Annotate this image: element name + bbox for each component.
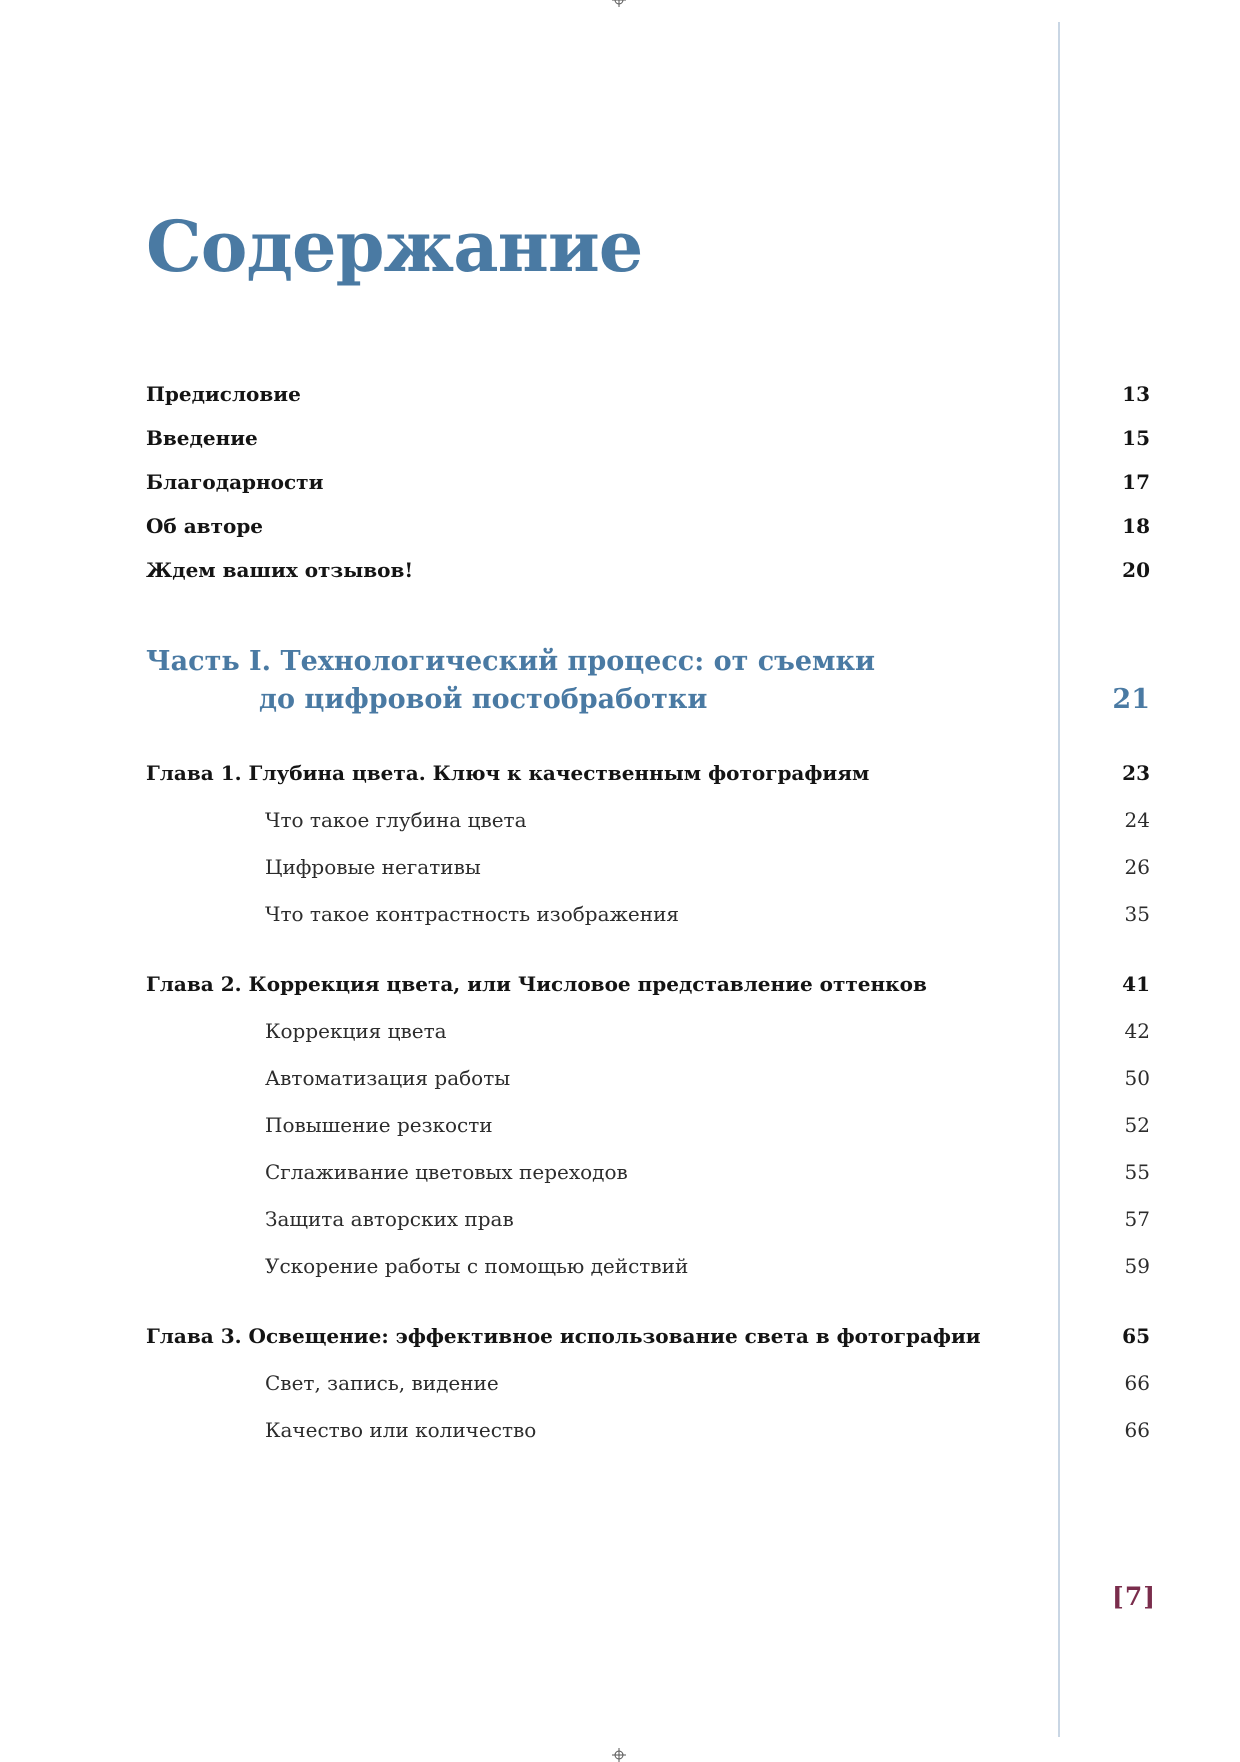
section-page: 59	[1124, 1254, 1150, 1278]
chapter-page: 65	[1122, 1324, 1150, 1348]
toc-section[interactable]	[146, 1066, 1150, 1090]
part-title-line2: до цифровой постобработки	[259, 684, 708, 715]
registration-mark-icon	[612, 1748, 626, 1762]
toc-entry-front[interactable]	[146, 558, 1150, 582]
toc-section[interactable]	[146, 1254, 1150, 1278]
section-label: Свет, запись, видение	[265, 1371, 499, 1395]
section-label: Сглаживание цветовых переходов	[265, 1160, 628, 1184]
section-page: 66	[1124, 1418, 1150, 1442]
part-page: 21	[1112, 684, 1150, 715]
section-page: 26	[1124, 855, 1150, 879]
toc-entry-page: 17	[1122, 470, 1150, 494]
toc-entry-page: 18	[1122, 514, 1150, 538]
chapter-label: Глава 1. Глубина цвета. Ключ к качественным фотографиям	[146, 761, 870, 785]
section-page: 66	[1124, 1371, 1150, 1395]
toc-entry-label: Об авторе	[146, 514, 264, 538]
section-page: 55	[1124, 1160, 1150, 1184]
section-label: Автоматизация работы	[265, 1066, 511, 1090]
toc-section[interactable]	[146, 855, 1150, 879]
part-title-line1: Часть I. Технологический процесс: от съемки	[146, 646, 876, 677]
section-label: Ускорение работы с помощью действий	[265, 1254, 689, 1278]
toc-entry-label: Благодарности	[146, 470, 324, 494]
toc-section[interactable]	[146, 1418, 1150, 1442]
chapter-page: 41	[1122, 972, 1150, 996]
section-label: Коррекция цвета	[265, 1019, 447, 1043]
section-label: Повышение резкости	[265, 1113, 493, 1137]
section-page: 24	[1124, 808, 1150, 832]
page-title: Содержание	[146, 205, 643, 288]
section-label: Качество или количество	[265, 1418, 537, 1442]
toc-section[interactable]	[146, 1113, 1150, 1137]
toc-section[interactable]	[146, 1160, 1150, 1184]
section-label: Что такое глубина цвета	[265, 808, 527, 832]
registration-mark-icon	[612, 0, 626, 7]
toc-entry-label: Введение	[146, 426, 258, 450]
section-label: Защита авторских прав	[265, 1207, 514, 1231]
section-page: 52	[1124, 1113, 1150, 1137]
margin-rule	[1058, 22, 1060, 1737]
section-page: 57	[1124, 1207, 1150, 1231]
toc-entry-page: 15	[1122, 426, 1150, 450]
toc-chapter-3[interactable]	[146, 1324, 1150, 1348]
toc-section[interactable]	[146, 1371, 1150, 1395]
toc-chapter-1[interactable]	[146, 761, 1150, 785]
toc-entry-front[interactable]	[146, 470, 1150, 494]
toc-section[interactable]	[146, 808, 1150, 832]
toc-entry-front[interactable]	[146, 382, 1150, 406]
chapter-label: Глава 3. Освещение: эффективное использование света в фотографии	[146, 1324, 981, 1348]
toc-entry-page: 20	[1122, 558, 1150, 582]
section-label: Цифровые негативы	[265, 855, 481, 879]
chapter-label: Глава 2. Коррекция цвета, или Числовое представление оттенков	[146, 972, 927, 996]
toc-chapter-2[interactable]	[146, 972, 1150, 996]
page-number: [7]	[1112, 1582, 1157, 1611]
toc-entry-front[interactable]	[146, 514, 1150, 538]
toc-section[interactable]	[146, 902, 1150, 926]
toc-entry-page: 13	[1122, 382, 1150, 406]
toc-entry-label: Предисловие	[146, 382, 301, 406]
toc-section[interactable]	[146, 1019, 1150, 1043]
section-page: 50	[1124, 1066, 1150, 1090]
toc-section[interactable]	[146, 1207, 1150, 1231]
toc-entry-front[interactable]	[146, 426, 1150, 450]
toc-entry-label: Ждем ваших отзывов!	[146, 558, 414, 582]
section-page: 35	[1124, 902, 1150, 926]
section-label: Что такое контрастность изображения	[265, 902, 680, 926]
chapter-page: 23	[1122, 761, 1150, 785]
section-page: 42	[1124, 1019, 1150, 1043]
